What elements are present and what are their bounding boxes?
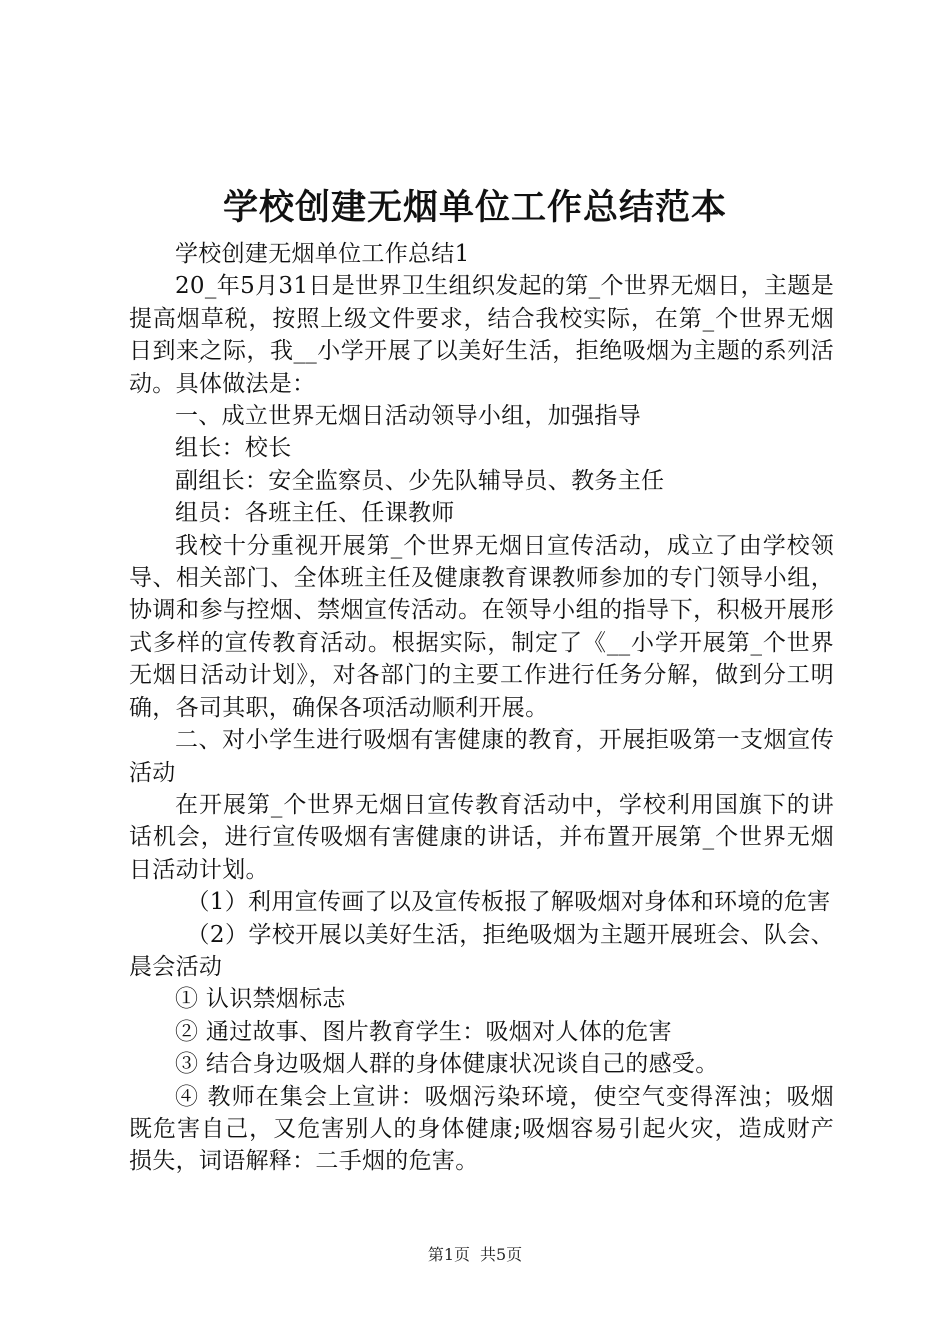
section-heading: 学校创建无烟单位工作总结1 bbox=[175, 241, 470, 267]
body-paragraph: 组长：校长 bbox=[175, 435, 292, 462]
body-paragraph: 在开展第_个世界无烟日宣传教育活动中，学校利用国旗下的讲话机会，进行宣传吸烟有害健康的讲话，并布置开展第_个世界无烟日活动计划。 bbox=[129, 791, 834, 883]
page-total: 共5页 bbox=[480, 1245, 523, 1264]
section-heading: 一、成立世界无烟日活动领导小组，加强指导 bbox=[175, 403, 641, 430]
list-item: ① 认识禁烟标志 bbox=[175, 986, 346, 1013]
body-paragraph: 20_年5月31日是世界卫生组织发起的第_个世界无烟日，主题是提高烟草税，按照上级文件要求，结合我校实际，在第_个世界无烟日到来之际，我__小学开展了以美好生活，拒绝吸烟为主题的系列活动。具体做法是： bbox=[129, 273, 834, 397]
list-item: （1）利用宣传画了以及宣传板报了解吸烟对身体和环境的危害 bbox=[186, 889, 831, 916]
document-title: 学校创建无烟单位工作总结范本 bbox=[222, 187, 727, 228]
body-paragraph: 副组长：安全监察员、少先队辅导员、教务主任 bbox=[175, 467, 665, 494]
page-footer bbox=[0, 1244, 950, 1266]
document-body bbox=[129, 238, 834, 1178]
list-item: ② 通过故事、图片教育学生：吸烟对人体的危害 bbox=[175, 1018, 672, 1045]
list-item: ④ 教师在集会上宣讲：吸烟污染环境，使空气变得浑浊；吸烟既危害自己，又危害别人的身体健康;吸烟容易引起火灾，造成财产损失，词语解释：二手烟的危害。 bbox=[129, 1083, 834, 1175]
list-item: ③ 结合身边吸烟人群的身体健康状况谈自己的感受。 bbox=[175, 1051, 719, 1078]
section-heading: 二、对小学生进行吸烟有害健康的教育，开展拒吸第一支烟宣传活动 bbox=[129, 727, 834, 786]
list-item: （2）学校开展以美好生活，拒绝吸烟为主题开展班会、队会、晨会活动 bbox=[129, 921, 834, 980]
body-paragraph: 我校十分重视开展第_个世界无烟日宣传活动，成立了由学校领导、相关部门、全体班主任及健康教育课教师参加的专门领导小组，协调和参与控烟、禁烟宣传活动。在领导小组的指导下，积极开展形式多样的宣传教育活动。根据实际，制定了《__小学开展第_个世界无烟日活动计划》，对各部门的主要工作进行任务分解，做到分工明确，各司其职，确保各项活动顺利开展。 bbox=[129, 532, 834, 721]
body-paragraph: 组员：各班主任、任课教师 bbox=[175, 500, 455, 527]
page-number: 第1页 bbox=[427, 1245, 470, 1264]
